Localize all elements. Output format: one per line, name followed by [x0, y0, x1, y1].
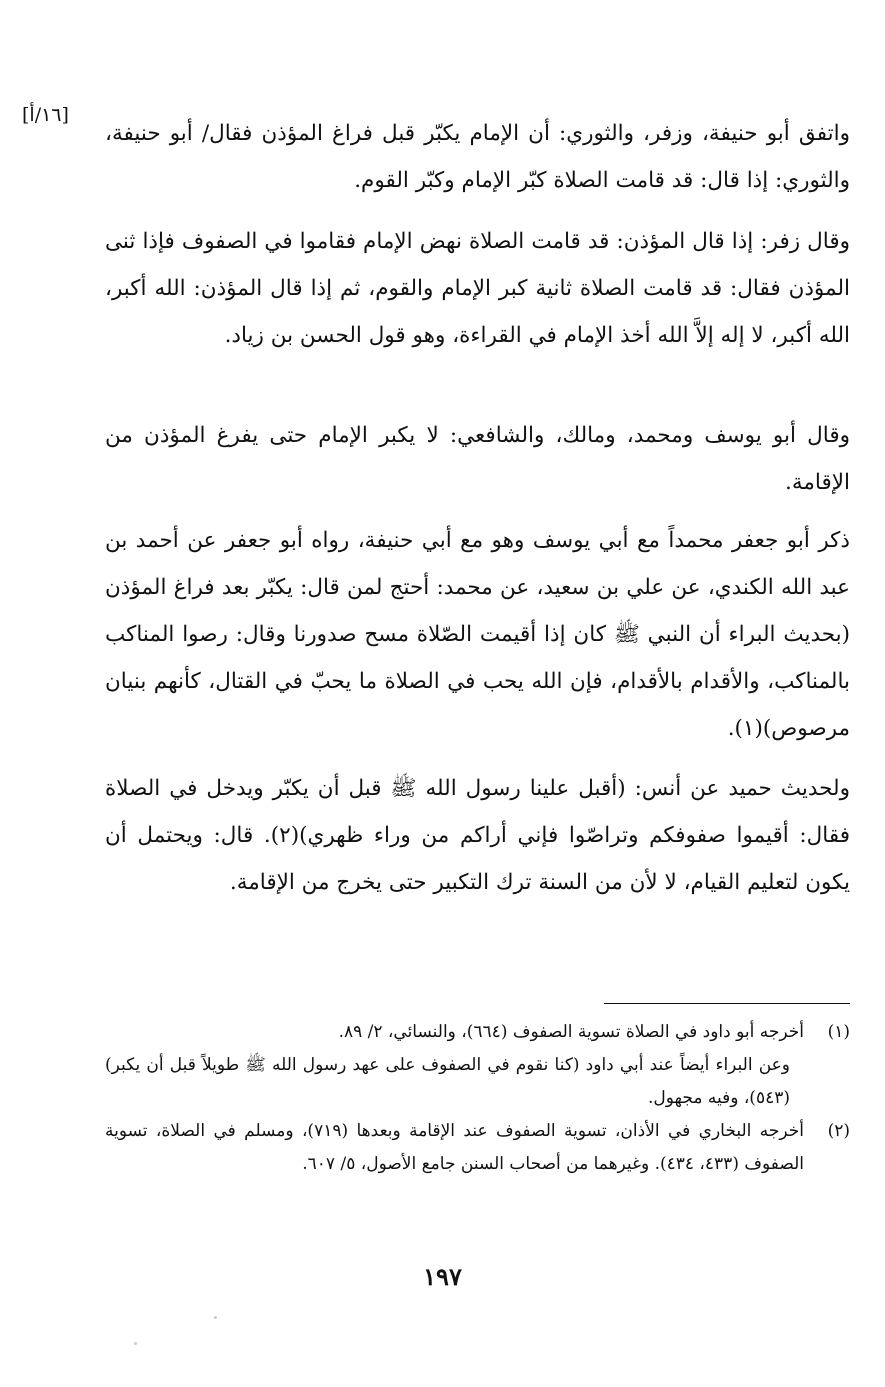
footnote-line: أخرجه البخاري في الأذان، تسوية الصفوف عند الإقامة وبعدها (٧١٩)، ومسلم في الصلاة، تسوية الصفوف (٤٣٣، ٤٣٤). وغيرهما من أصحاب السنن جامع الأصول، ٥/ ٦٠٧. — [105, 1121, 804, 1174]
footnote-number: (٢) — [827, 1121, 850, 1141]
paragraph-text: وقال أبو يوسف ومحمد، ومالك، والشافعي: لا يكبر الإمام حتى يفرغ المؤذن من الإقامة. — [105, 423, 850, 495]
body-paragraph-4 — [105, 517, 850, 752]
paragraph-text: ذكر أبو جعفر محمداً مع أبي يوسف وهو مع أبي حنيفة، رواه أبو جعفر عن أحمد بن عبد الله الكندي، عن علي بن سعيد، عن محمد: أحتج لمن قال: يكبّر بعد فراغ المؤذن (بحديث البراء أن النبي ﷺ كان إذا أقيمت الصّلاة مسح صدورنا وقال: رصوا المناكب بالمناكب، والأقدام بالأقدام، فإن الله يحب في الصلاة ما يحبّ في القتال، كأنهم بنيان مرصوص)(١). — [105, 528, 850, 741]
manuscript-folio-reference: [١٦/أ] — [22, 104, 69, 126]
footnote-separator — [604, 1003, 850, 1004]
paragraph-text: واتفق أبو حنيفة، وزفر، والثوري: أن الإمام يكبّر قبل فراغ المؤذن فقال/ أبو حنيفة، والثوري: إذا قال: قد قامت الصلاة كبّر الإمام وكبّر القوم. — [105, 121, 850, 193]
footnote-2 — [105, 1115, 850, 1181]
footnote-number: (١) — [827, 1022, 850, 1042]
footnote-line: أخرجه أبو داود في الصلاة تسوية الصفوف (٦٦٤)، والنسائي، ٢/ ٨٩. — [338, 1022, 804, 1042]
body-paragraph-2 — [105, 218, 850, 359]
footnotes-section — [105, 1016, 850, 1181]
footnote-line: وعن البراء أيضاً عند أبي داود (كنا نقوم في الصفوف على عهد رسول الله ﷺ طويلاً قبل أن يكبر) (٥٤٣)، وفيه مجهول. — [105, 1055, 790, 1108]
footnote-body — [105, 1016, 804, 1115]
paragraph-text: وقال زفر: إذا قال المؤذن: قد قامت الصلاة نهض الإمام فقاموا في الصفوف فإذا ثنى المؤذن فقال: قد قامت الصلاة ثانية كبر الإمام والقوم، ثم إذا قال المؤذن: الله أكبر، الله أكبر، لا إله إلاَّ الله أخذ الإمام في القراءة، وهو قول الحسن بن زياد. — [105, 229, 850, 348]
page-number: ١٩٧ — [423, 1262, 462, 1291]
scan-speck — [134, 1342, 137, 1345]
body-paragraph-3 — [105, 412, 850, 506]
footnote-body — [105, 1115, 804, 1181]
paragraph-text: ولحديث حميد عن أنس: (أقبل علينا رسول الله ﷺ قبل أن يكبّر ويدخل في الصلاة فقال: أقيموا صفوفكم وتراصّوا فإني أراكم من وراء ظهري)(٢). قال: ويحتمل أن يكون لتعليم القيام، لا لأن من السنة ترك التكبير حتى يخرج من الإقامة. — [105, 776, 850, 895]
body-paragraph-1 — [105, 110, 850, 204]
body-paragraph-5 — [105, 765, 850, 906]
footnote-1 — [105, 1016, 850, 1115]
scan-speck — [214, 1316, 217, 1319]
